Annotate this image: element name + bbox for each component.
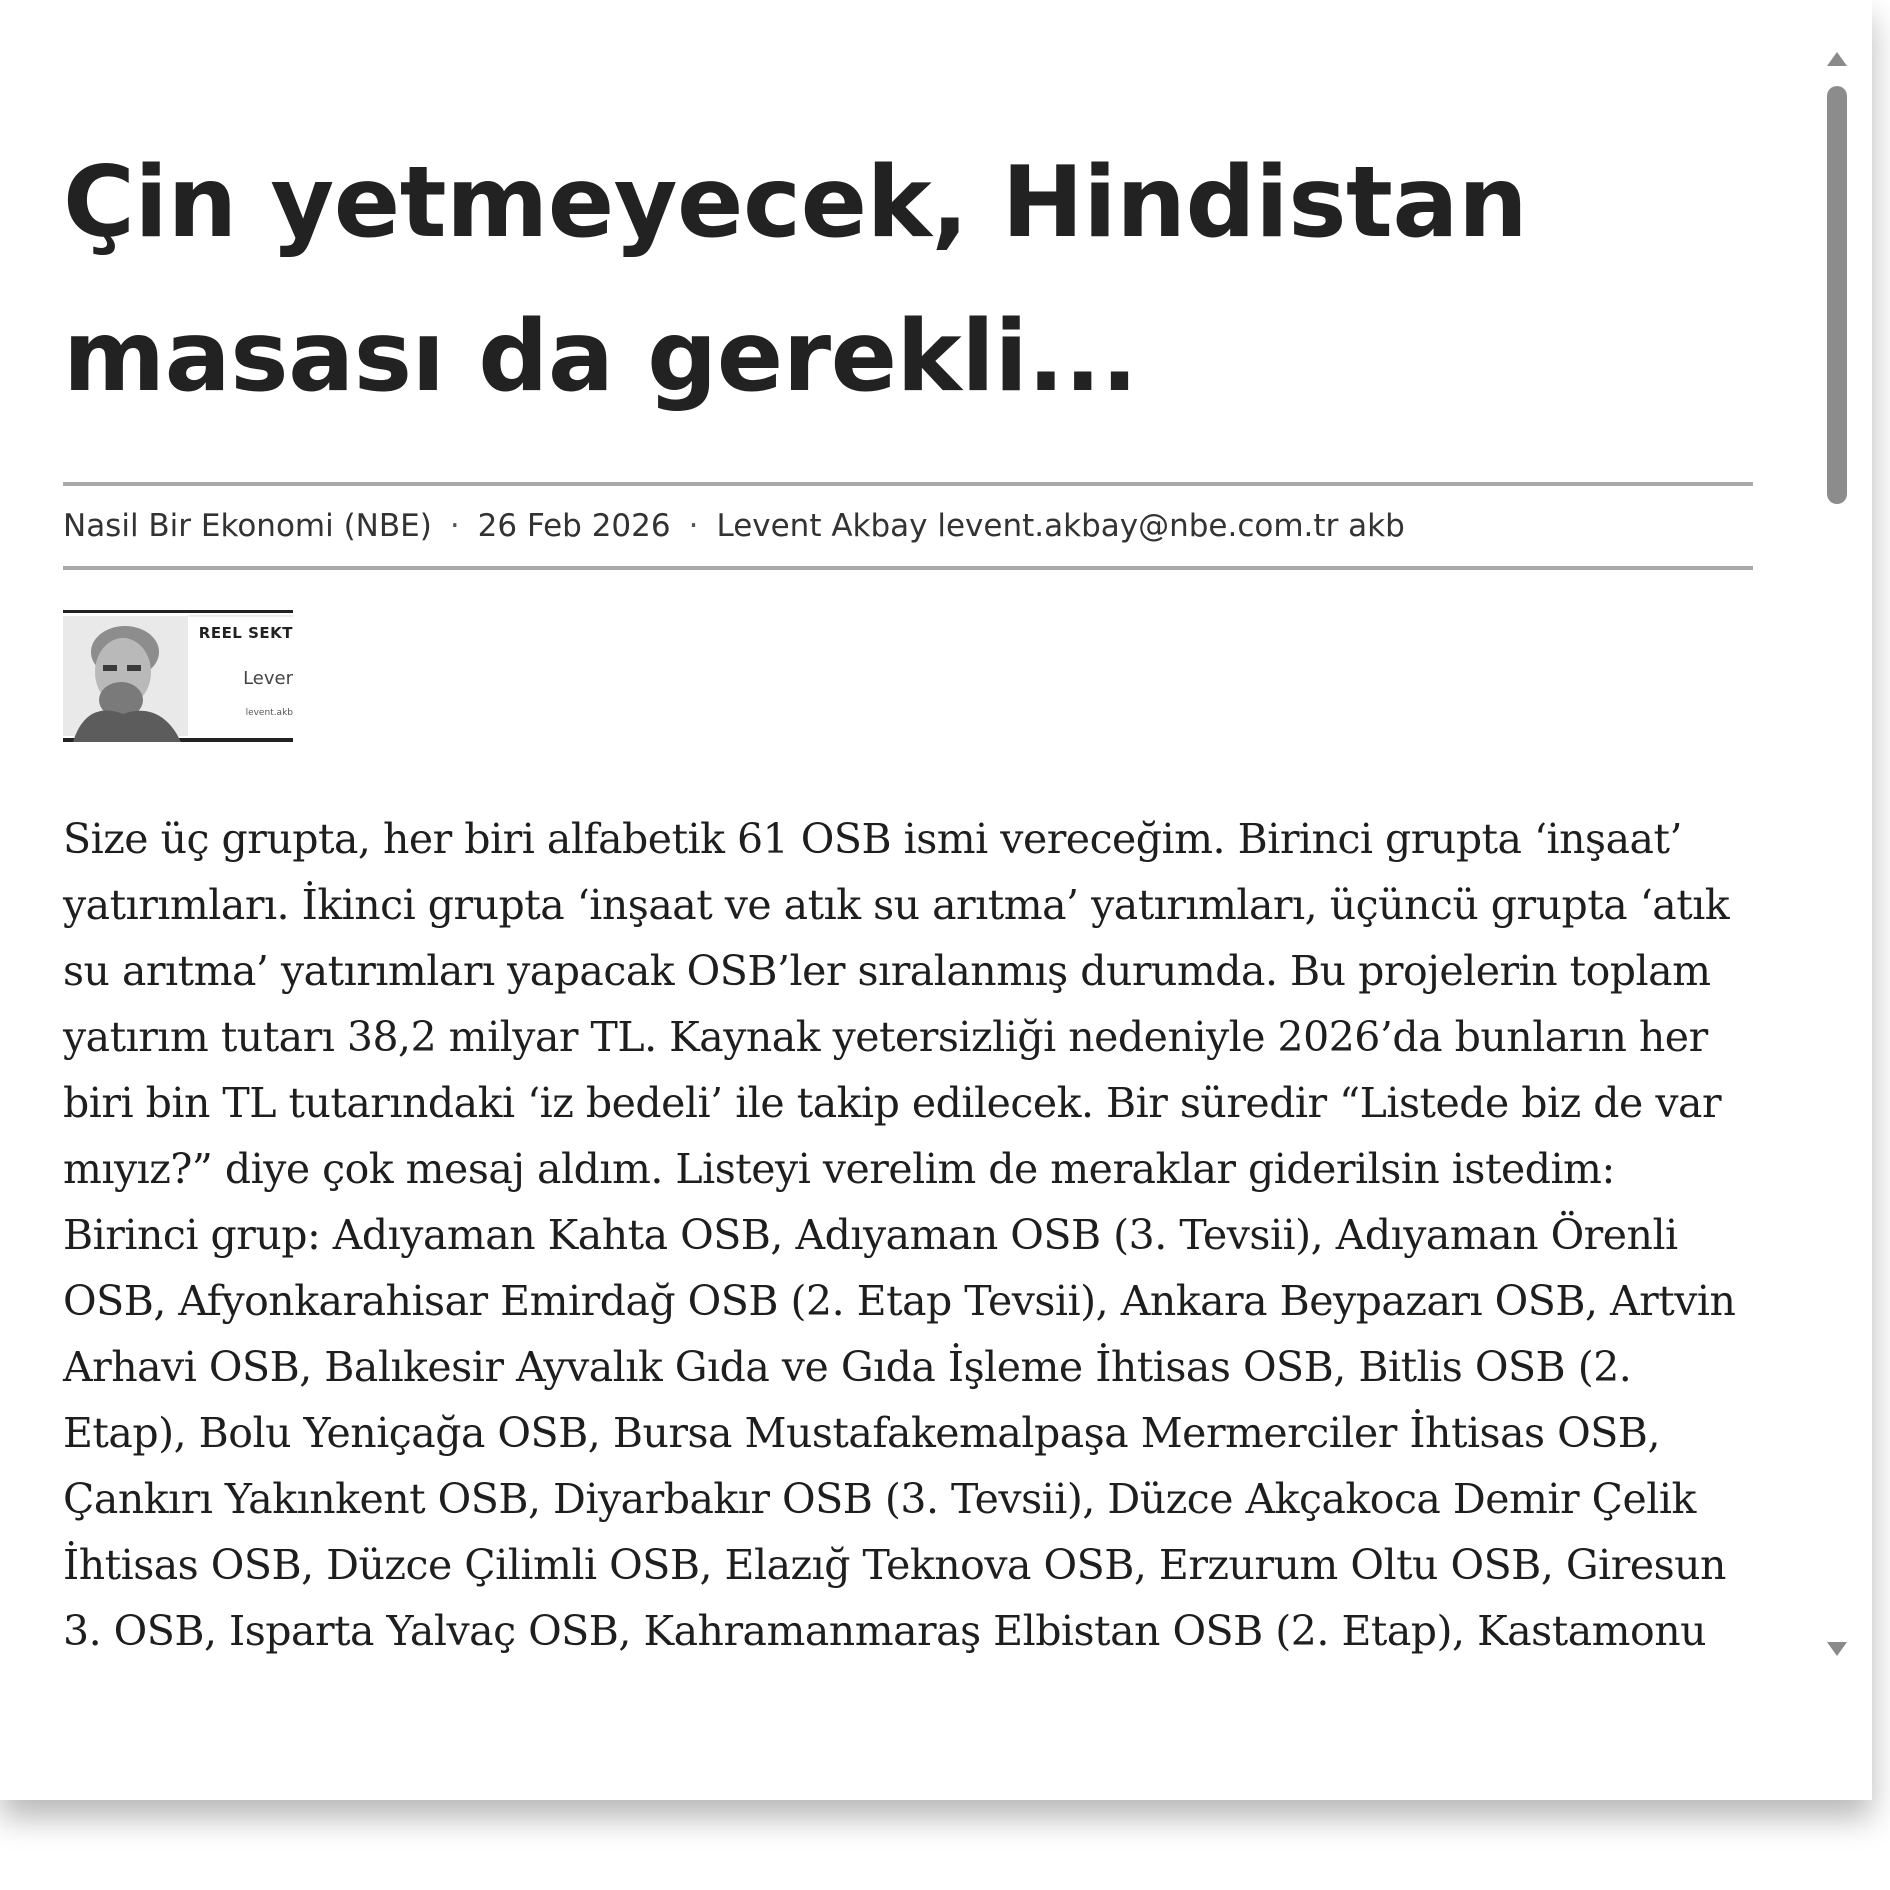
article-container (63, 126, 1753, 1664)
article-body (63, 806, 1753, 1664)
byline-name-fragment: Lever (243, 668, 293, 689)
byline-email-fragment: levent.akb (245, 708, 293, 718)
article-meta (63, 482, 1753, 570)
article-paragraph: Birinci grup: Adıyaman Kahta OSB, Adıyaman OSB (3. Tevsii), Adıyaman Örenli OSB, Afyonkarahisar Emirdağ OSB (2. Etap Tevsii), Ankara Beypazarı OSB, Artvin Arhavi OSB, Balıkesir Ayvalık Gıda ve Gıda İşleme İhtisas OSB, Bitlis OSB (2. Etap), Bolu Yeniçağa OSB, Bursa Mustafakemalpaşa Mermerciler İhtisas OSB, Çankırı Yakınkent OSB, Diyarbakır OSB (3. Tevsii), Düzce Akçakoca Demir Çelik İhtisas OSB, Düzce Çilimli OSB, Elazığ Teknova OSB, Erzurum Oltu OSB, Giresun 3. OSB, Isparta Yalvaç OSB, Kahramanmaraş Elbistan OSB (2. Etap), Kastamonu (63, 1211, 1736, 1655)
scroll-down-icon[interactable] (1827, 1642, 1847, 1656)
article-headline: Çin yetmeyecek, Hindistan masası da gerekli... (63, 146, 1528, 414)
meta-separator: · (688, 508, 699, 544)
publish-date: 26 Feb 2026 (477, 508, 671, 544)
meta-separator: · (449, 508, 460, 544)
source-name: Nasil Bir Ekonomi (NBE) (63, 508, 432, 544)
scrollbar-thumb[interactable] (1827, 86, 1847, 504)
vertical-scrollbar[interactable] (1820, 34, 1854, 1674)
article-paragraph: Size üç grupta, her biri alfabetik 61 OSB ismi vereceğim. Birinci grupta ‘inşaat’ yatırımları. İkinci grupta ‘inşaat ve atık su arıtma’ yatırımları, üçüncü grupta ‘atık su arıtma’ yatırımları yapacak OSB’ler sıralanmış durumda. Bu projelerin toplam yatırım tutarı 38,2 milyar TL. Kaynak yetersizliği nedeniyle 2026’da bunların her biri bin TL tutarındaki ‘iz bedeli’ ile takip edilecek. Bir süredir “Listede biz de var mıyız?” diye çok mesaj aldım. Listeyi verelim de meraklar giderilsin istedim: (63, 815, 1730, 1193)
scroll-up-icon[interactable] (1827, 52, 1847, 66)
author-byline-image (63, 610, 293, 742)
byline-section-label: REEL SEKT (198, 624, 293, 642)
author-line: Levent Akbay levent.akbay@nbe.com.tr akb (716, 508, 1405, 544)
